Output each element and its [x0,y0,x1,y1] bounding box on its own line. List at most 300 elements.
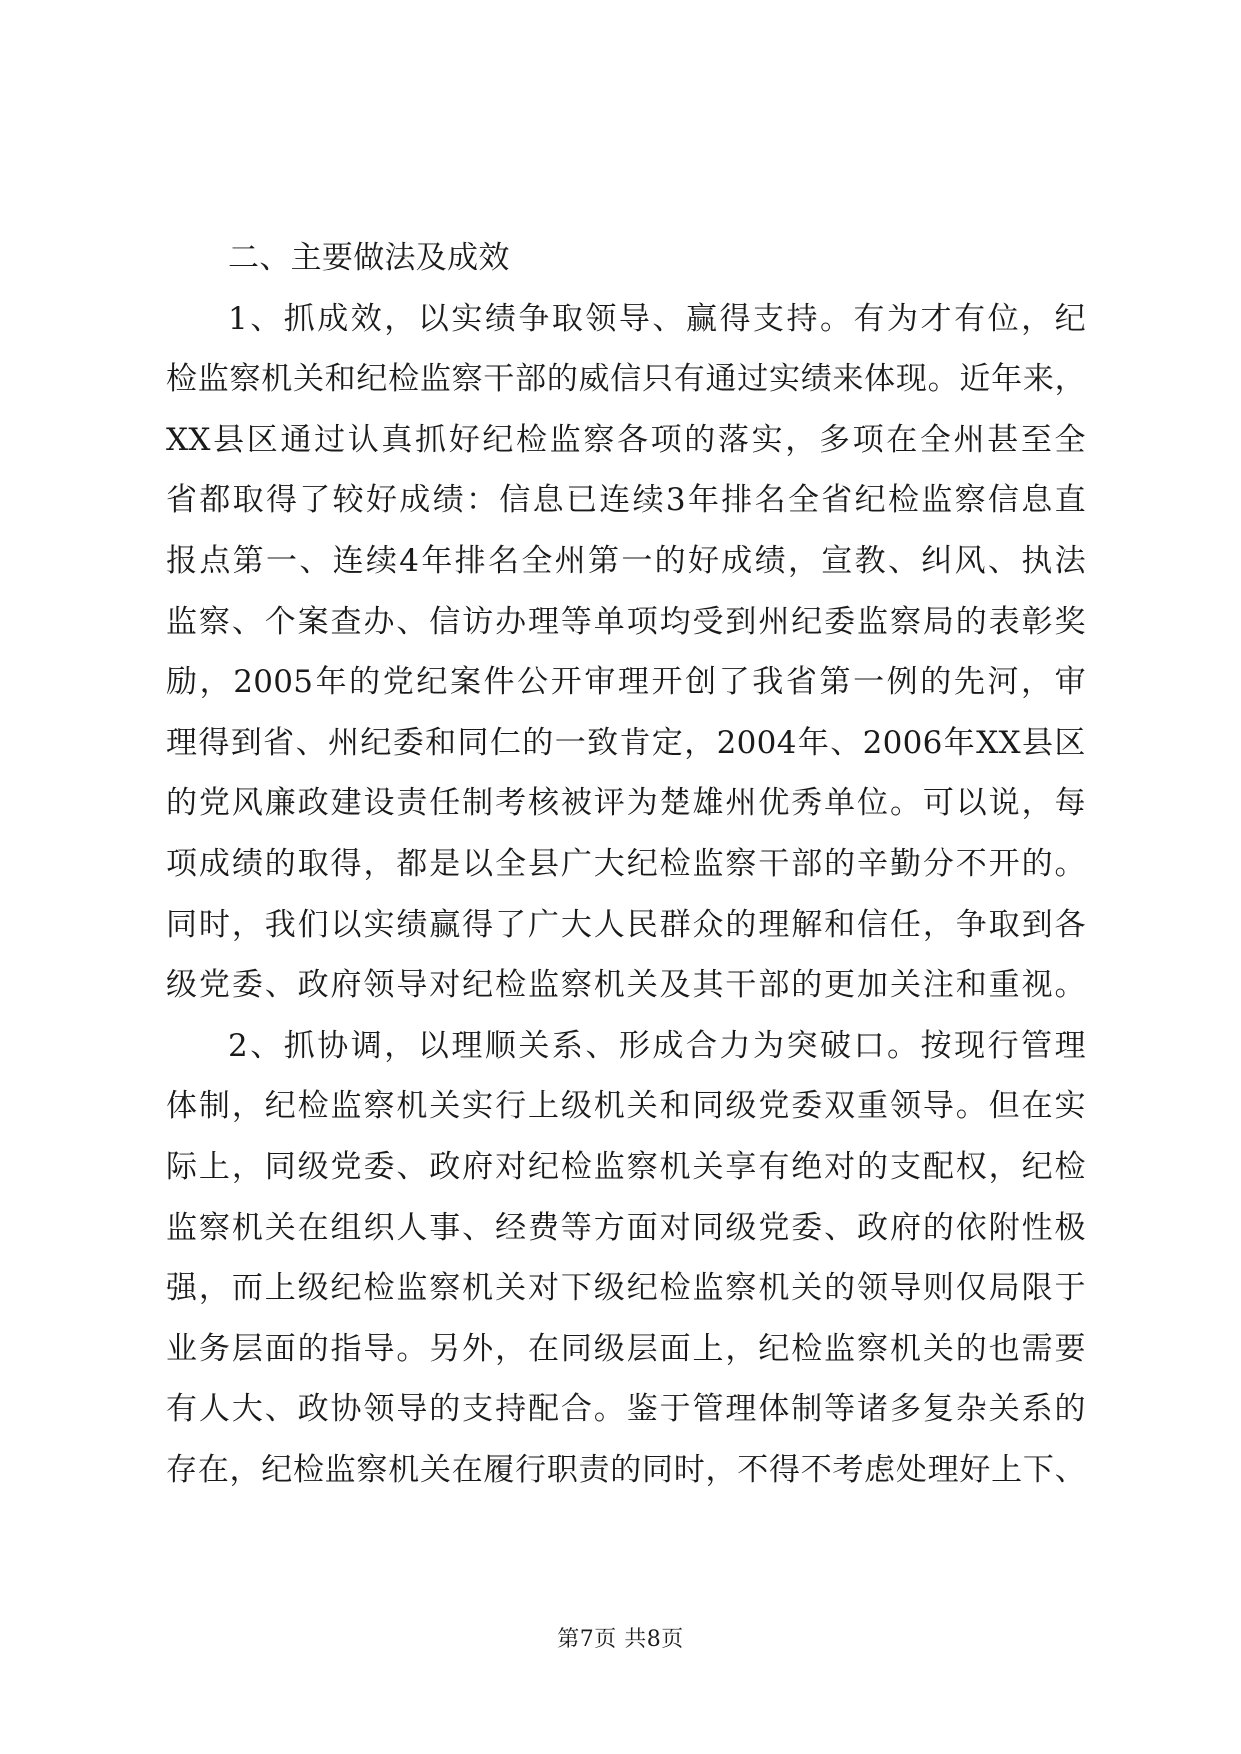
text-glyph: 监 [330,1088,362,1125]
text-glyph: XX [166,421,211,458]
text-glyph: 到 [725,603,757,640]
text-glyph: 得 [719,300,751,337]
text-glyph: 干 [758,845,790,882]
text-glyph: 县 [213,421,245,458]
text-glyph: 绩 [754,542,786,579]
text-glyph: 全 [787,482,820,519]
text-glyph: 党 [758,1088,790,1125]
text-glyph: 的 [1054,1391,1086,1428]
text-glyph: ， [231,1148,264,1185]
text-glyph: 抓 [415,421,447,458]
text-glyph: 同 [692,1088,724,1125]
text-glyph: 的 [297,1330,329,1367]
text-glyph: 我 [752,664,784,701]
text-glyph: 处 [895,1451,928,1488]
text-glyph: ， [384,300,416,337]
text-glyph: 连 [599,482,631,519]
text-glyph: 检 [659,1270,691,1307]
text-glyph: 位 [857,785,889,822]
text-glyph: 方 [593,1209,626,1246]
text-glyph: 、 [264,967,297,1004]
text-glyph: ， [1054,361,1086,398]
text-glyph: 诸 [857,1391,889,1428]
text-glyph: 也 [988,1330,1020,1367]
text-glyph: 年 [315,664,347,701]
text-glyph: 机 [261,361,293,398]
text-glyph: 、 [396,603,428,640]
text-glyph: 检 [297,1088,329,1125]
text-glyph: 察 [857,1330,889,1367]
text-glyph: 对 [659,1209,691,1246]
text-glyph: 民 [626,906,658,943]
text-glyph: 以 [955,785,988,822]
text-glyph: 监 [166,603,198,640]
text-glyph: 杂 [955,1391,988,1428]
text-glyph: 对 [824,1148,856,1185]
text-glyph: 部 [515,361,547,398]
text-glyph: 已 [565,482,598,519]
text-glyph: 支 [752,300,785,337]
text-glyph: 级 [593,1270,626,1307]
text-glyph: 评 [593,785,626,822]
text-glyph: 来 [832,361,864,398]
text-glyph: 察 [725,845,757,882]
text-glyph: 名 [754,482,786,519]
text-glyph: 机 [396,1088,428,1125]
text-glyph: ， [198,1270,231,1307]
text-glyph: 以 [462,845,494,882]
text-glyph: 设 [363,785,395,822]
text-glyph: 部 [791,845,823,882]
text-glyph: 纪 [758,1330,790,1367]
text-glyph: 纪 [416,664,448,701]
text-glyph: 上 [991,1451,1023,1488]
text-glyph: 层 [231,1330,264,1367]
text-glyph: 突 [786,1027,818,1064]
text-glyph: 在 [197,1451,230,1488]
text-glyph: 过 [737,361,769,398]
text-glyph: 的 [546,361,579,398]
text-glyph: 纪 [1054,300,1086,337]
text-glyph: 取 [232,482,264,519]
text-glyph: 纪 [482,421,514,458]
text-glyph: 通 [280,421,312,458]
text-glyph: 检 [887,482,920,519]
text-glyph: XX [976,724,1021,761]
text-glyph: 审 [584,664,616,701]
text-glyph: 则 [922,1270,955,1307]
text-glyph: 有 [758,1148,790,1185]
text-glyph: 年 [797,724,830,761]
text-glyph: 河 [987,664,1019,701]
text-glyph: 的 [725,906,757,943]
text-glyph: 机 [231,1209,264,1246]
text-glyph: 办 [495,603,527,640]
text-glyph: 、 [299,542,331,579]
text-glyph: 州 [725,785,757,822]
text-glyph: 定 [651,724,684,761]
text-glyph: 制 [198,1088,231,1125]
text-glyph: 成 [652,1027,684,1064]
text-glyph: ， [684,724,716,761]
text-glyph: 的 [522,724,554,761]
text-glyph: 委 [392,724,425,761]
text-glyph: 都 [199,482,231,519]
text-glyph: 、 [396,1148,428,1185]
text-glyph: 有 [673,361,706,398]
text-line [166,1137,1086,1198]
text-glyph: 有 [954,300,986,337]
text-glyph: 肯 [619,724,651,761]
text-glyph: 指 [330,1330,362,1367]
text-glyph: 察 [229,361,261,398]
text-glyph: 为 [887,300,919,337]
text-glyph: 在 [1021,1088,1053,1125]
text-glyph: 区 [246,421,279,458]
text-glyph: 配 [922,1148,955,1185]
text-glyph: 被 [560,785,593,822]
text-glyph: 广 [560,845,593,882]
text-glyph: 理 [166,724,198,761]
text-glyph: 得 [462,906,494,943]
text-glyph: 调 [350,1027,383,1064]
text-glyph: ， [705,1451,737,1488]
text-glyph: 监 [549,421,581,458]
text-glyph: 支 [889,1148,922,1185]
text-glyph: 县 [527,845,560,882]
text-glyph: 过 [314,421,346,458]
text-glyph: 取 [988,906,1020,943]
text-glyph: 上 [692,1330,724,1367]
text-glyph: 局 [988,1270,1020,1307]
text-glyph: 等 [560,1209,593,1246]
text-glyph: 监 [419,361,452,398]
text-glyph: ， [725,1330,757,1367]
text-glyph: 我 [264,906,297,943]
text-glyph: 视 [1021,967,1053,1004]
text-glyph: 委 [824,603,856,640]
text-glyph: 理 [758,906,790,943]
text-glyph: 威 [578,361,610,398]
text-glyph: 全 [1054,421,1086,458]
text-glyph: 教 [854,542,886,579]
text-glyph: 、 [1054,1451,1086,1488]
text-glyph: 持 [786,300,818,337]
text-glyph: 到 [230,724,263,761]
text-glyph: 单 [824,785,856,822]
text-glyph: 审 [1054,664,1086,701]
text-glyph: 开 [988,845,1020,882]
text-glyph: 纪 [626,845,658,882]
text-glyph: 对 [527,1270,560,1307]
text-glyph: 监 [692,845,724,882]
text-glyph: 府 [330,967,362,1004]
text-glyph: 顺 [484,1027,517,1064]
text-glyph: 机 [889,1330,922,1367]
text-glyph: 监 [921,482,953,519]
text-glyph: 一 [554,724,586,761]
text-glyph: 性 [1021,1209,1053,1246]
text-glyph: 时 [198,906,231,943]
text-glyph: 、 [652,300,684,337]
text-glyph: 绩 [231,845,264,882]
text-glyph: 续 [365,542,398,579]
text-glyph: 的 [824,845,856,882]
text-glyph: 一 [265,542,298,579]
text-glyph: 监 [396,1270,428,1307]
text-glyph: 和 [324,361,356,398]
text-glyph: 都 [396,845,428,882]
text-glyph: 效 [350,300,383,337]
text-glyph: 行 [515,1451,547,1488]
text-glyph: 权 [955,1148,988,1185]
text-glyph: 要 [1054,1330,1086,1367]
text-glyph: 是 [429,845,461,882]
text-glyph: 连 [332,542,364,579]
text-glyph: 务 [198,1330,231,1367]
text-glyph: 级 [560,1088,593,1125]
text-glyph: 息 [1021,482,1053,519]
text-glyph: 政 [297,785,329,822]
text-glyph: 执 [1021,542,1053,579]
text-glyph: 同 [166,906,198,943]
text-glyph: 以 [417,300,450,337]
text-glyph: 享 [725,1148,757,1185]
text-glyph: 检 [560,1148,593,1185]
text-glyph: 级 [725,1088,757,1125]
text-glyph: 的 [955,1330,988,1367]
text-line [166,1016,1086,1077]
text-glyph: 党 [758,1209,790,1246]
text-glyph: ， [495,1330,527,1367]
text-line [166,895,1086,956]
text-glyph: 关 [791,1270,823,1307]
text-glyph: 年 [943,724,976,761]
text-glyph: ， [363,845,395,882]
text-glyph: 关 [988,1391,1020,1428]
text-glyph: 在 [527,1330,560,1367]
text-glyph: 第 [819,664,851,701]
text-glyph: 第 [587,542,620,579]
text-glyph: 政 [857,1209,889,1246]
text-glyph: 导 [396,967,428,1004]
text-glyph: 关 [922,1330,955,1367]
text-glyph: 、 [264,1391,297,1428]
text-line [166,1319,1086,1380]
text-glyph: 辛 [857,845,889,882]
text-glyph: 。 [955,1088,988,1125]
text-glyph: 政 [297,1391,329,1428]
text-glyph: 另 [429,1330,461,1367]
text-glyph: 委 [791,1209,823,1246]
text-glyph: 检 [791,1330,823,1367]
text-glyph: 近 [959,361,991,398]
text-glyph: 项 [852,421,884,458]
text-glyph: 赢 [429,906,461,943]
text-glyph: 案 [297,603,329,640]
text-glyph: 局 [922,603,955,640]
text-glyph: 察 [198,1209,231,1246]
text-glyph: 2006 [862,724,943,761]
text-glyph: 年 [421,542,453,579]
text-glyph: 的 [920,664,952,701]
text-glyph: ， [231,1088,264,1125]
text-glyph: 、 [887,542,920,579]
text-glyph: 检 [166,361,198,398]
text-glyph: 实 [462,1088,494,1125]
text-glyph: 干 [483,361,515,398]
text-glyph: 监 [824,1330,856,1367]
text-glyph: 的 [429,1391,461,1428]
text-glyph: 对 [495,1148,527,1185]
text-glyph: 级 [166,967,198,1004]
text-glyph: 雄 [692,785,724,822]
text-glyph: 监 [692,1270,724,1307]
paragraph-1 [166,289,1086,1016]
text-glyph: 的 [1021,845,1053,882]
text-glyph: 为 [626,785,658,822]
text-glyph: 4 [399,542,420,579]
text-glyph: 办 [363,603,395,640]
text-glyph: 抓 [283,1027,316,1064]
text-glyph: 县 [1021,724,1054,761]
text-glyph: 关 [626,967,658,1004]
text-glyph: 机 [593,967,626,1004]
text-glyph: ， [922,906,955,943]
text-glyph: 党 [330,1148,362,1185]
text-glyph: 口 [853,1027,885,1064]
text-glyph: 形 [618,1027,651,1064]
text-glyph: 政 [429,1148,461,1185]
page-number-footer: 第7页 共8页 [557,1627,684,1652]
text-glyph: 上 [198,1148,231,1185]
text-glyph: 检 [495,967,527,1004]
text-glyph: 纪 [330,1270,362,1307]
text-glyph: 得 [768,1451,801,1488]
text-glyph: ， [1021,785,1053,822]
text-glyph: 党 [198,967,231,1004]
text-glyph: 们 [297,906,329,943]
text-glyph: 复 [922,1391,955,1428]
text-glyph: 际 [166,1148,198,1185]
text-glyph: 纠 [921,542,953,579]
text-glyph: 领 [363,967,395,1004]
text-glyph: 不 [800,1451,832,1488]
text-glyph: 优 [758,785,790,822]
text-line [166,1258,1086,1319]
text-glyph: 取 [297,845,329,882]
text-glyph: 任 [429,785,461,822]
text-glyph: 经 [495,1209,527,1246]
text-glyph: 导 [618,300,651,337]
text-glyph: 责 [396,785,428,822]
paragraph-2 [166,1016,1086,1501]
text-glyph: 业 [166,1330,198,1367]
text-glyph: 才 [920,300,952,337]
text-glyph: ， [988,1148,1020,1185]
text-glyph: 按 [920,1027,952,1064]
text-glyph: 理 [527,603,560,640]
text-glyph: 省 [821,482,853,519]
text-glyph: 受 [692,603,724,640]
text-glyph: 点 [199,542,231,579]
text-line [166,652,1086,713]
text-glyph: 导 [922,1088,955,1125]
text-glyph: 成 [721,542,753,579]
text-glyph: 府 [889,1209,922,1246]
text-glyph: 行 [987,1027,1019,1064]
text-glyph: 组 [330,1209,362,1246]
text-glyph: 关 [429,1088,461,1125]
text-glyph: 机 [462,1270,494,1307]
text-glyph: 2004 [716,724,797,761]
text-glyph: 存 [166,1451,198,1488]
text-glyph: 监 [324,1451,356,1488]
text-glyph: 双 [824,1088,856,1125]
text-glyph: 省 [263,724,295,761]
text-glyph: ： [465,482,498,519]
text-glyph: 时 [673,1451,706,1488]
text-glyph: 例 [886,664,918,701]
text-glyph: 纪 [791,603,823,640]
text-glyph: 成 [317,300,349,337]
text-glyph: 同 [642,1451,674,1488]
text-glyph: 各 [616,421,649,458]
text-glyph: 了 [495,906,527,943]
text-glyph: 府 [462,1148,494,1185]
text-glyph: 较 [332,482,364,519]
text-glyph: 大 [231,1391,264,1428]
text-glyph: 来 [1022,361,1055,398]
text-glyph: 和 [425,724,457,761]
text-glyph: 织 [363,1209,395,1246]
text-glyph: 领 [889,1088,922,1125]
text-glyph: ， [199,664,231,701]
text-glyph: 系 [551,1027,584,1064]
text-glyph: 、 [250,300,282,337]
text-glyph: 检 [292,1451,325,1488]
text-glyph: 行 [495,1088,527,1125]
text-glyph: 理 [1054,1027,1086,1064]
text-glyph: 关 [264,1209,297,1246]
text-glyph: 人 [593,906,626,943]
text-glyph: 、 [824,1209,856,1246]
text-glyph: 级 [725,1209,757,1246]
text-glyph: 通 [705,361,737,398]
text-glyph: 对 [429,967,461,1004]
text-glyph: 彰 [1021,603,1053,640]
text-glyph: 附 [988,1209,1020,1246]
text-glyph: 理 [617,664,650,701]
text-glyph: 风 [231,785,264,822]
text-glyph: 、 [462,1209,494,1246]
text-glyph: 而 [231,1270,264,1307]
text-glyph: 破 [820,1027,852,1064]
text-glyph: 同 [560,1330,593,1367]
text-glyph: 成 [198,845,231,882]
text-glyph: 考 [832,1451,864,1488]
text-glyph: 创 [685,664,717,701]
text-glyph: 纪 [356,361,388,398]
text-glyph: 合 [685,1027,718,1064]
text-glyph: 的 [264,845,297,882]
text-glyph: 。 [820,300,852,337]
text-glyph: 制 [462,785,494,822]
text-glyph: 好 [448,421,480,458]
text-glyph: 级 [593,1330,626,1367]
text-glyph: 有 [853,300,885,337]
text-glyph: 检 [363,1270,395,1307]
